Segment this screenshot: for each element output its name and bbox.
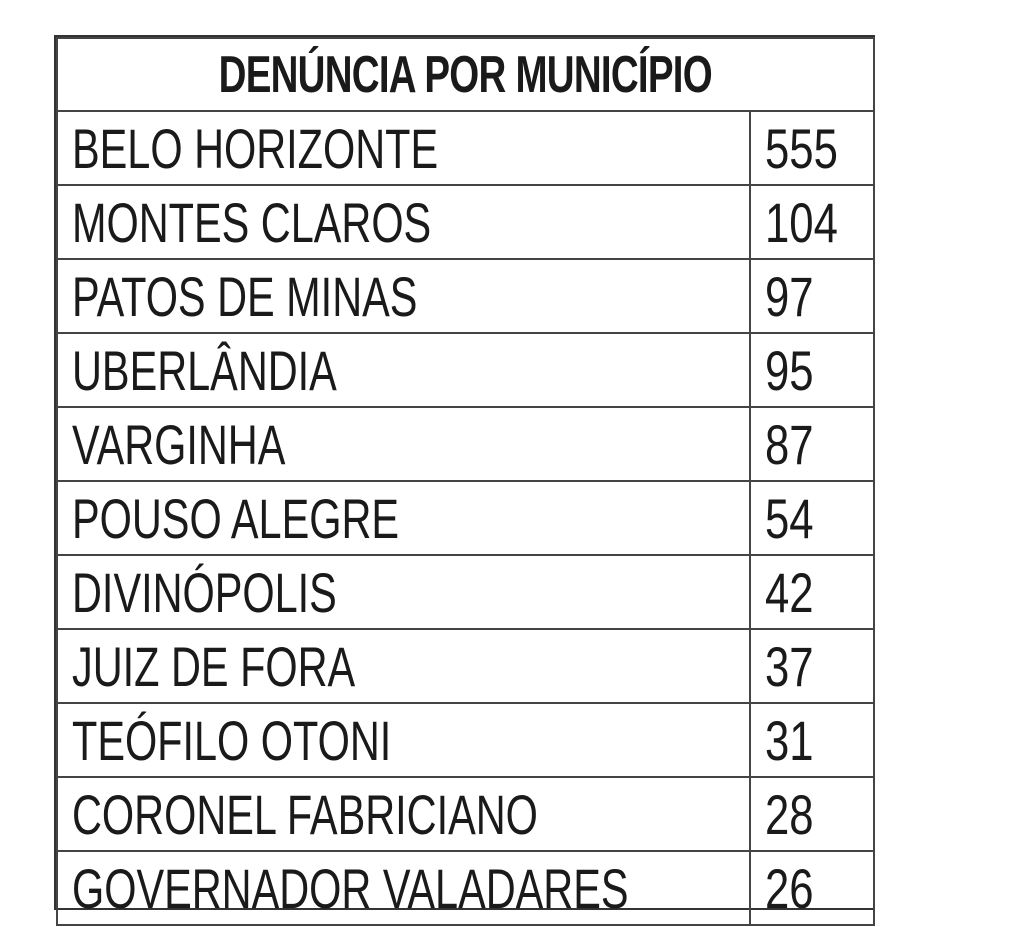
denuncia-count-value: 26 [765, 856, 814, 920]
municipio-cell [57, 111, 750, 185]
municipio-label: TEÓFILO OTONI [72, 708, 392, 772]
municipio-label: MONTES CLAROS [72, 190, 432, 254]
municipio-cell [57, 629, 750, 703]
municipio-label: UBERLÂNDIA [72, 338, 337, 402]
denuncia-count-cell [750, 555, 874, 629]
municipio-label: DIVINÓPOLIS [72, 560, 337, 624]
municipio-cell [57, 185, 750, 259]
denuncia-count-cell [750, 111, 874, 185]
denuncia-count-cell [750, 777, 874, 851]
denuncia-count-cell [750, 629, 874, 703]
municipio-cell [57, 407, 750, 481]
table-row [57, 629, 874, 703]
municipio-cell [57, 555, 750, 629]
municipio-cell [57, 333, 750, 407]
municipio-label: POUSO ALEGRE [72, 486, 400, 550]
denuncia-count-value: 97 [765, 264, 814, 328]
denuncia-count-cell [750, 407, 874, 481]
denuncia-count-value: 104 [765, 190, 838, 254]
denuncia-count-value: 31 [765, 708, 814, 772]
denuncia-count-cell [750, 333, 874, 407]
table-row [57, 555, 874, 629]
table-row [57, 259, 874, 333]
denuncia-count-value: 28 [765, 782, 814, 846]
table-title [57, 38, 874, 111]
table-header-row [57, 38, 874, 111]
table-row [57, 333, 874, 407]
municipio-label: BELO HORIZONTE [72, 116, 439, 180]
denuncia-count-value: 37 [765, 634, 814, 698]
municipio-label: PATOS DE MINAS [72, 264, 418, 328]
municipio-cell [57, 703, 750, 777]
table-body [57, 111, 874, 925]
denuncia-count-value: 42 [765, 560, 814, 624]
denuncia-count-cell [750, 703, 874, 777]
denuncia-table-frame [54, 35, 875, 920]
table-row [57, 703, 874, 777]
table-row [57, 407, 874, 481]
municipio-cell [57, 259, 750, 333]
municipio-cell [57, 851, 750, 925]
table-row [57, 777, 874, 851]
table-title-text: DENÚNCIA POR MUNICÍPIO [218, 45, 713, 104]
denuncia-count-cell [750, 481, 874, 555]
municipio-label: VARGINHA [72, 412, 286, 476]
denuncia-table [56, 37, 875, 926]
denuncia-count-value: 54 [765, 486, 814, 550]
denuncia-count-cell [750, 259, 874, 333]
municipio-label: CORONEL FABRICIANO [72, 782, 538, 846]
municipio-label: GOVERNADOR VALADARES [72, 856, 629, 920]
table-row [57, 185, 874, 259]
municipio-cell [57, 777, 750, 851]
denuncia-count-cell [750, 185, 874, 259]
table-row [57, 111, 874, 185]
table-row [57, 481, 874, 555]
denuncia-count-value: 87 [765, 412, 814, 476]
denuncia-count-value: 555 [765, 116, 838, 180]
denuncia-count-value: 95 [765, 338, 814, 402]
table-row [57, 851, 874, 925]
municipio-label: JUIZ DE FORA [72, 634, 356, 698]
municipio-cell [57, 481, 750, 555]
denuncia-count-cell [750, 851, 874, 925]
